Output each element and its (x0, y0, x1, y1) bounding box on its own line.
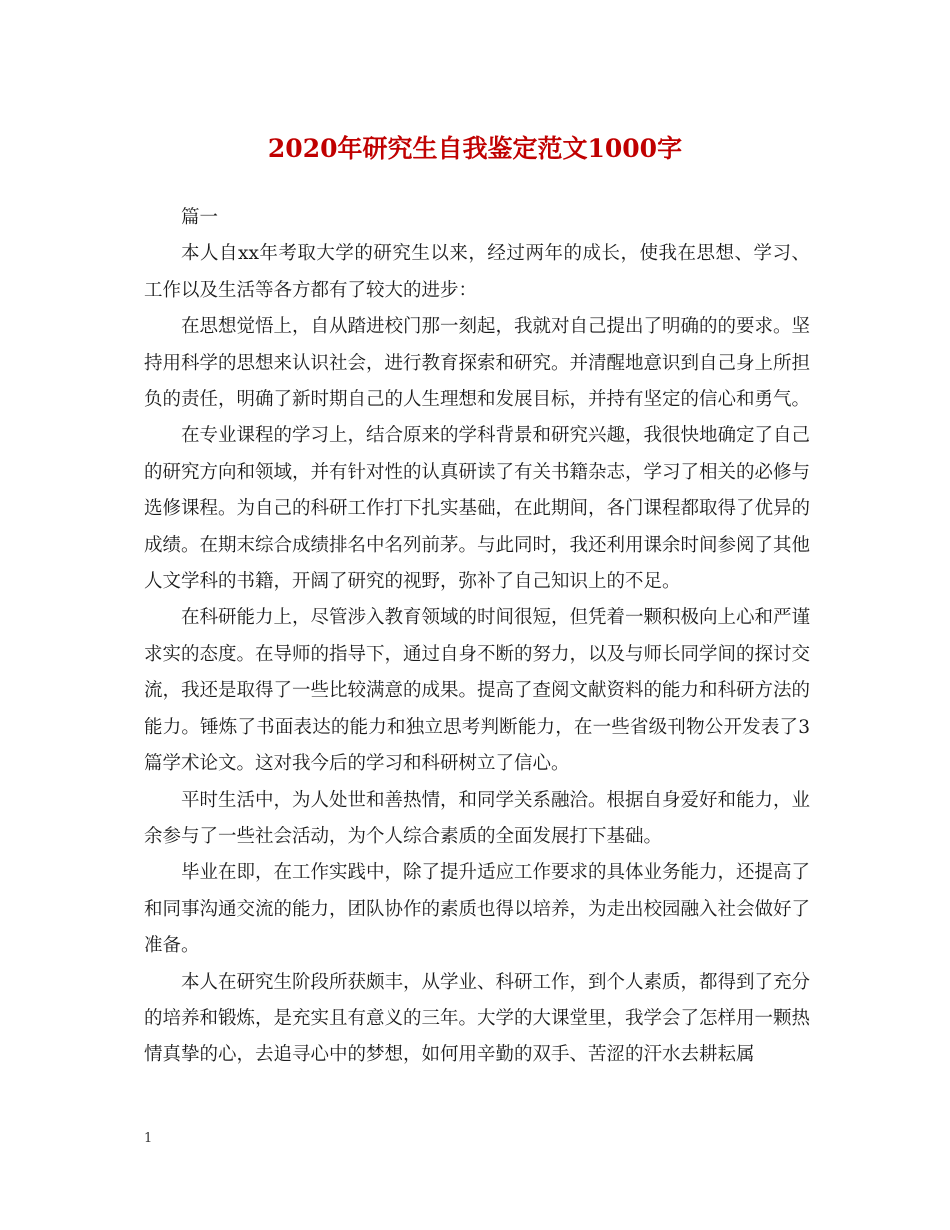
paragraph-summary: 本人在研究生阶段所获颇丰，从学业、科研工作，到个人素质，都得到了充分的培养和锻炼，是充实且有意义的三年。大学的大课堂里，我学会了怎样用一颗热情真挚的心，去追寻心中的梦想，如何用辛勤的双手、苦涩的汗水去耕耘属 (144, 971, 811, 1066)
document-title: 2020年研究生自我鉴定范文1000字 (267, 134, 683, 163)
paragraph-research: 在科研能力上，尽管涉入教育领域的时间很短，但凭着一颗积极向上心和严谨求实的态度。在导师的指导下，通过自身不断的努力，以及与师长同学间的探讨交流，我还是取得了一些比较满意的成果。提高了查阅文献资料的能力和科研方法的能力。锤炼了书面表达的能力和独立思考判断能力，在一些省级刊物公开发表了3篇学术论文。这对我今后的学习和科研树立了信心。 (144, 607, 811, 775)
section-label: 篇一 (181, 207, 219, 228)
paragraph-thought: 在思想觉悟上，自从踏进校门那一刻起，我就对自己提出了明确的的要求。坚持用科学的思想来认识社会，进行教育探索和研究。并清醒地意识到自己身上所担负的责任，明确了新时期自己的人生理想和发展目标，并持有坚定的信心和勇气。 (144, 316, 811, 411)
document-body (144, 200, 810, 1074)
page-number: 1 (144, 1131, 153, 1146)
paragraph-work: 毕业在即，在工作实践中，除了提升适应工作要求的具体业务能力，还提高了和同事沟通交流的能力，团队协作的素质也得以培养，为走出校园融入社会做好了准备。 (144, 862, 811, 957)
paragraph-intro: 本人自xx年考取大学的研究生以来，经过两年的成长，使我在思想、学习、工作以及生活等各方都有了较大的进步： (144, 243, 810, 301)
paragraph-study: 在专业课程的学习上，结合原来的学科背景和研究兴趣，我很快地确定了自己的研究方向和领域，并有针对性的认真研读了有关书籍杂志，学习了相关的必修与选修课程。为自己的科研工作打下扎实基础，在此期间，各门课程都取得了优异的成绩。在期末综合成绩排名中名列前茅。与此同时，我还利用课余时间参阅了其他人文学科的书籍，开阔了研究的视野，弥补了自己知识上的不足。 (144, 425, 811, 593)
paragraph-life: 平时生活中，为人处世和善热情，和同学关系融洽。根据自身爱好和能力，业余参与了一些社会活动，为个人综合素质的全面发展打下基础。 (144, 789, 811, 847)
